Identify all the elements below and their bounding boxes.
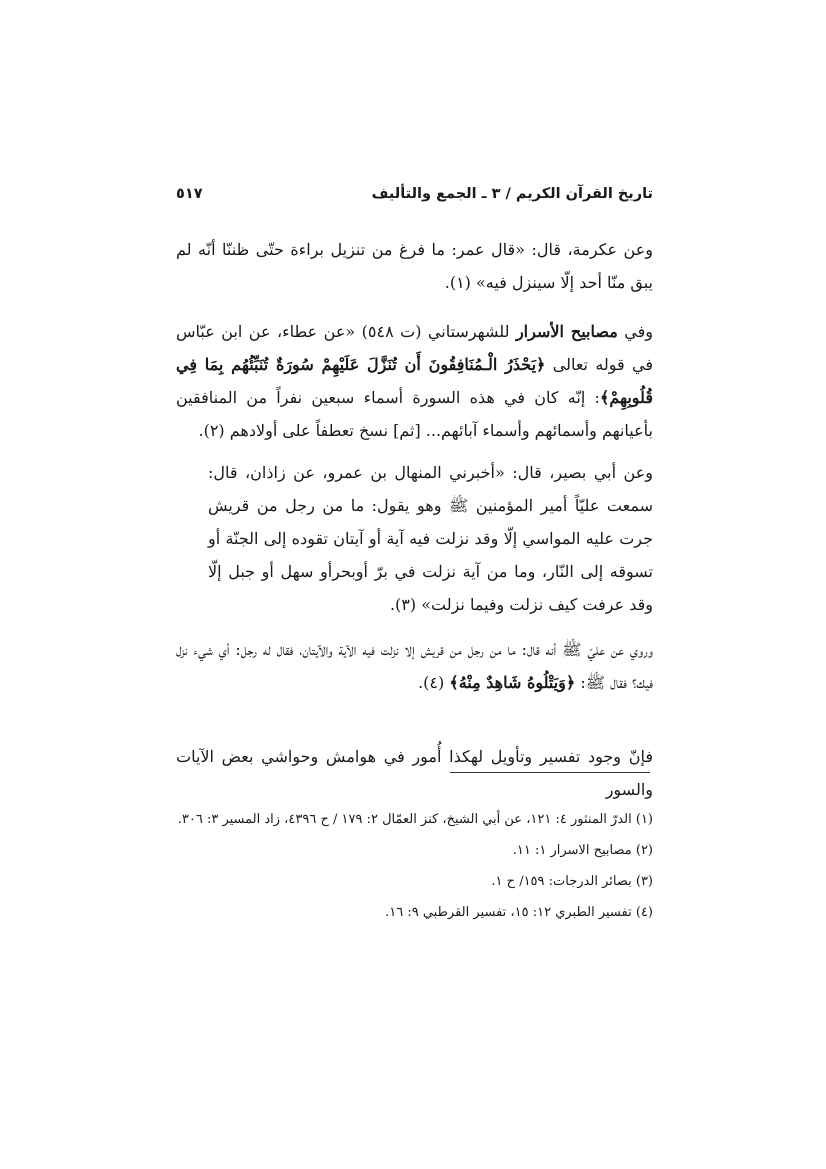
footnote: (٤) تفسير الطبري ١٢: ١٥، تفسير القرطبي ٩: ١٦. — [385, 905, 653, 920]
paragraph-text: : إنّه كان في هذه السورة أسماء سبعين نفراً من المنافقين بأعيانهم وأسمائهم وأسماء آبائهم... [ثم] نسخ تعطفاً على أولادهم (٢). — [176, 388, 653, 440]
quran-verse: ﴿يَحْذَرُ الْـمُنَافِقُونَ أَن تُنَزَّلَ عَلَيْهِمْ سُورَةٌ تُنَبِّئُهُم بِمَا فِي قُلُوبِهِمْ﴾ — [176, 355, 653, 407]
running-header — [176, 180, 653, 208]
paragraph-masabih — [176, 315, 653, 447]
paragraph-text: للشهرستاني (ت ٥٤٨) «عن عطاء، عن ابن عبّاس في قوله تعالى — [176, 322, 653, 374]
footnote: (٢) مصابيح الاسرار ١: ١١. — [512, 843, 653, 858]
footnote: (١) الدرّ المنثور ٤: ١٢١، عن أبي الشيخ، كنز العمّال ٢: ١٧٩ / ح ٤٣٩٦، زاد المسير ٣: ٣٠٦. — [177, 812, 653, 827]
footnote: (٣) بصائر الدرجات: ١٥٩/ ح ١. — [491, 874, 653, 889]
paragraph-conclusion: فإنّ وجود تفسير وتأويل لهكذا أُمور في هوامش وحواشي بعض الآيات والسور — [176, 747, 653, 799]
running-title: تاريخ القرآن الكريم / ٣ ـ الجمع والتأليف — [371, 186, 653, 202]
quran-verse: ﴿وَيَتْلُوهُ شَاهِدٌ مِنْهُ﴾ — [449, 673, 576, 692]
page-number: ٥١٧ — [176, 186, 203, 202]
paragraph-text: (٤). — [418, 673, 445, 692]
footnote-divider — [450, 772, 650, 773]
paragraph-ali — [176, 633, 653, 699]
paragraph-ikrima: وعن عكرمة، قال: «قال عمر: ما فرغ من تنزيل براءة حتّى ظننّا أنّه لم يبق منّا أحد إلّا سينزل فيه» (١). — [176, 240, 653, 292]
paragraph-text: وفي — [624, 322, 653, 341]
paragraph-text: وروي عن عليّ ﷺ أنه قال: ما من رجل من قريش إلا نزلت فيه الآية والآيتان، فقال له رجل: أي شيء نزل فيك؟ فقال ﷺ: — [176, 640, 653, 692]
book-title: مصابيح الأسرار — [515, 322, 618, 341]
quote-abu-basir: وعن أبي بصير، قال: «أخبرني المنهال بن عمرو، عن زاذان، قال: سمعت عليّاً أمير المؤمنين ﷺ وهو يقول: ما من رجل من قريش جرت عليه المواسي إلّا وقد نزلت فيه آية أو آيتان تقوده إلى الجنّة أو تسوقه إلى النّار، وما من آية نزلت في برّ أوبحرأو سهل أو جبل إلّا وقد عرفت كيف نزلت وفيما نزلت» (٣). — [208, 463, 653, 614]
